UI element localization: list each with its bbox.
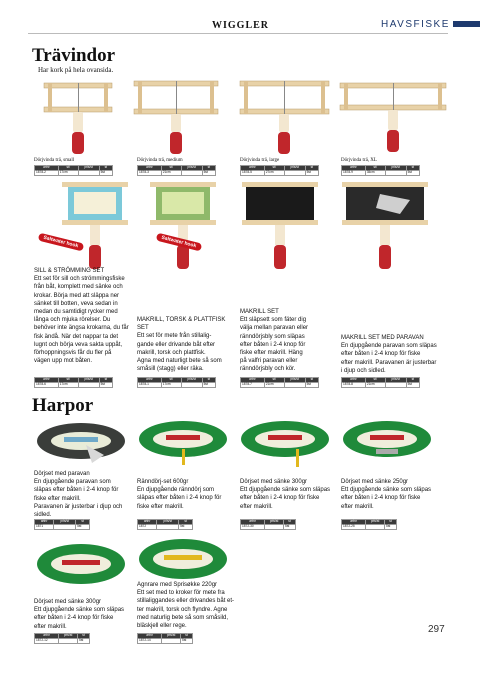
makrill-torsk-set-description: MAKRILL, TORSK & PLATTFISK SET Ett set för mete från stillalig- gande eller drivande båt efter makrill, torsk och plattfisk. Agna med naturligt bete så som småsill (stagg) eller räka. xyxy=(137,316,237,373)
dorjset-paravan-image xyxy=(34,415,129,470)
sill-set-description: SILL & STRÖMMING SET Ett set för sill och strömmingsfiske från båt, komplett med sänke och krokar. Börja med att släppa ner sänket till botten, veva sedan in medan du samtidigt rycker med långa och mjuka rörelser. Du behöver inte ängsa krokarna, du får fisk ändå. När det nappar ta det lugnt och börja veva sakta uppåt, förhoppningsvis får du fler på vägen upp mot båten. xyxy=(34,267,134,365)
reel-caption-xl: Dörjvinda trä, XL xyxy=(341,158,377,163)
dorjset-sanke-300-image xyxy=(238,415,333,470)
makrill-paravan-set-description: MAKRILL SET MED PARAVAN En djupgående paravan som släpas efter båten i 2-4 knop för fiske efter makrill. Paravanen är justerbar i djup och sidled. xyxy=(341,334,445,375)
agnrare-sprisokke-image xyxy=(136,535,231,583)
harpa-item-1-description: Dörjset med paravan En djupgående paravan som släpas efter båten i 2-4 knop för fiske efter makrill. Paravanen är justerbar i djup och sidled. xyxy=(34,470,134,519)
ranndorj-set-image xyxy=(136,415,231,470)
brand-logo: WIGGLER xyxy=(212,20,270,31)
header-accent-bar xyxy=(453,21,480,27)
harpa-item-3-title: Dörjset med sänke 300gr xyxy=(240,479,308,485)
page-number: 297 xyxy=(428,624,445,635)
price-table-harpa-3: artnr pris/st st 1872-30 5st xyxy=(240,519,296,530)
section-title-travindor: Trävindor xyxy=(32,45,116,66)
price-table-reel-small: artnr stl pris/st st 1878-2 17cm 5st xyxy=(34,165,113,176)
sill-set-title: SILL & STRÖMMING SET xyxy=(34,268,105,274)
harpa-item-6-description: Agnrare med Sprisøkke 220gr Ett set med to kroker för mete fra stillaliggandes eller drivandes båt et- ter makrill, torsk och flyndre. Agne med naturlig bete så som småsild, bläskjell eller rege. xyxy=(137,581,241,630)
saltwater-hook-badge-2: Saltwater hook xyxy=(156,233,202,252)
dorjset-sanke-300-2-image xyxy=(34,538,129,596)
harpa-item-2-description: Ränndörj-set 600gr En djupgående ränndörj som släpas efter båten i 2-4 knop för fiske efter makrill. xyxy=(137,478,237,511)
wooden-reel-large-image xyxy=(237,75,332,155)
harpa-item-2-title: Ränndörj-set 600gr xyxy=(137,479,189,485)
dorjset-sanke-250-image xyxy=(340,415,435,470)
wooden-reel-small-image xyxy=(38,75,118,155)
harpa-item-1-title: Dörjset med paravan xyxy=(34,471,90,477)
saltwater-hook-badge: Saltwater hook xyxy=(38,233,84,252)
price-table-reel-xl: artnr stl pris/st st 1878-9 35cm 5st xyxy=(341,165,420,176)
makrill-set-description: MAKRILL SET Ett släpsett som fäter dig välja mellan paravan eller ränndörjsbly som släpas efter båten i 2-4 knop för fiske efter makrill. Häng på valfri paravan eller ränndörjsbly och kör. xyxy=(240,308,340,374)
header-divider xyxy=(28,33,448,34)
price-table-harpa-5: artnr pris/st st 1872-12 5st xyxy=(34,633,90,644)
harpa-item-5-description: Dörjset med sänke 300gr Ett djupgående sänke som släpas efter båten i 2-4 knop för fiske efter makrill. xyxy=(34,598,134,631)
wooden-reel-xl-image xyxy=(338,75,448,155)
makrill-paravan-set-image xyxy=(340,180,430,275)
makrill-torsk-set-image xyxy=(148,180,218,275)
makrill-set-title: MAKRILL SET xyxy=(240,309,279,315)
sill-set-image xyxy=(60,180,130,275)
harpa-item-6-title: Agnrare med Sprisøkke 220gr xyxy=(137,582,218,588)
price-table-harpa-1: artnr pris/st st 1871 5st xyxy=(34,519,90,530)
price-table-reel-medium: artnr stl pris/st st 1878-3 21cm 5st xyxy=(137,165,216,176)
harpa-item-5-title: Dörjset med sänke 300gr xyxy=(34,599,102,605)
price-table-harpa-4: artnr pris/st st 1872-25 5st xyxy=(341,519,397,530)
price-table-makrill-paravan-set: artnr stl pris/st st 1878-8 21cm 5st xyxy=(341,377,420,388)
price-table-harpa-2: artnr pris/st st 1872 5st xyxy=(137,519,193,530)
price-table-makrill-torsk-set: artnr stl pris/st st 1878-1 17cm 5st xyxy=(137,377,216,388)
harpa-item-4-description: Dörjset med sänke 250gr Ett djupgående sänke som släpas efter båten i 2-4 knop för fiske efter makrill. xyxy=(341,478,441,511)
price-table-makrill-set: artnr stl pris/st st 1878-7 21cm 5st xyxy=(240,377,319,388)
price-table-sill-set: artnr stl pris/st st 1878-6 17cm 5st xyxy=(34,377,113,388)
makrill-paravan-set-title: MAKRILL SET MED PARAVAN xyxy=(341,335,424,341)
price-table-reel-large: artnr stl pris/st st 1878-5 27cm 5st xyxy=(240,165,319,176)
makrill-set-image xyxy=(240,180,320,275)
harpa-item-3-description: Dörjset med sänke 300gr Ett djupgående sänke som släpas efter båten i 2-4 knop för fiske efter makrill. xyxy=(240,478,340,511)
section-label: HAVSFISKE xyxy=(381,19,450,30)
reel-caption-small: Dörjvinda trä, small xyxy=(34,158,75,163)
reel-caption-medium: Dörjvinda trä, medium xyxy=(137,158,183,163)
makrill-torsk-set-title: MAKRILL, TORSK & PLATTFISK xyxy=(137,317,226,323)
reel-caption-large: Dörjvinda trä, large xyxy=(240,158,280,163)
section-subtitle: Har kork på hela ovansida. xyxy=(38,66,114,74)
harpa-item-4-title: Dörjset med sänke 250gr xyxy=(341,479,409,485)
price-table-harpa-6: artnr pris/st st 1872-14 5st xyxy=(137,633,193,644)
section-title-harpor: Harpor xyxy=(32,395,94,416)
wooden-reel-medium-image xyxy=(131,75,221,155)
